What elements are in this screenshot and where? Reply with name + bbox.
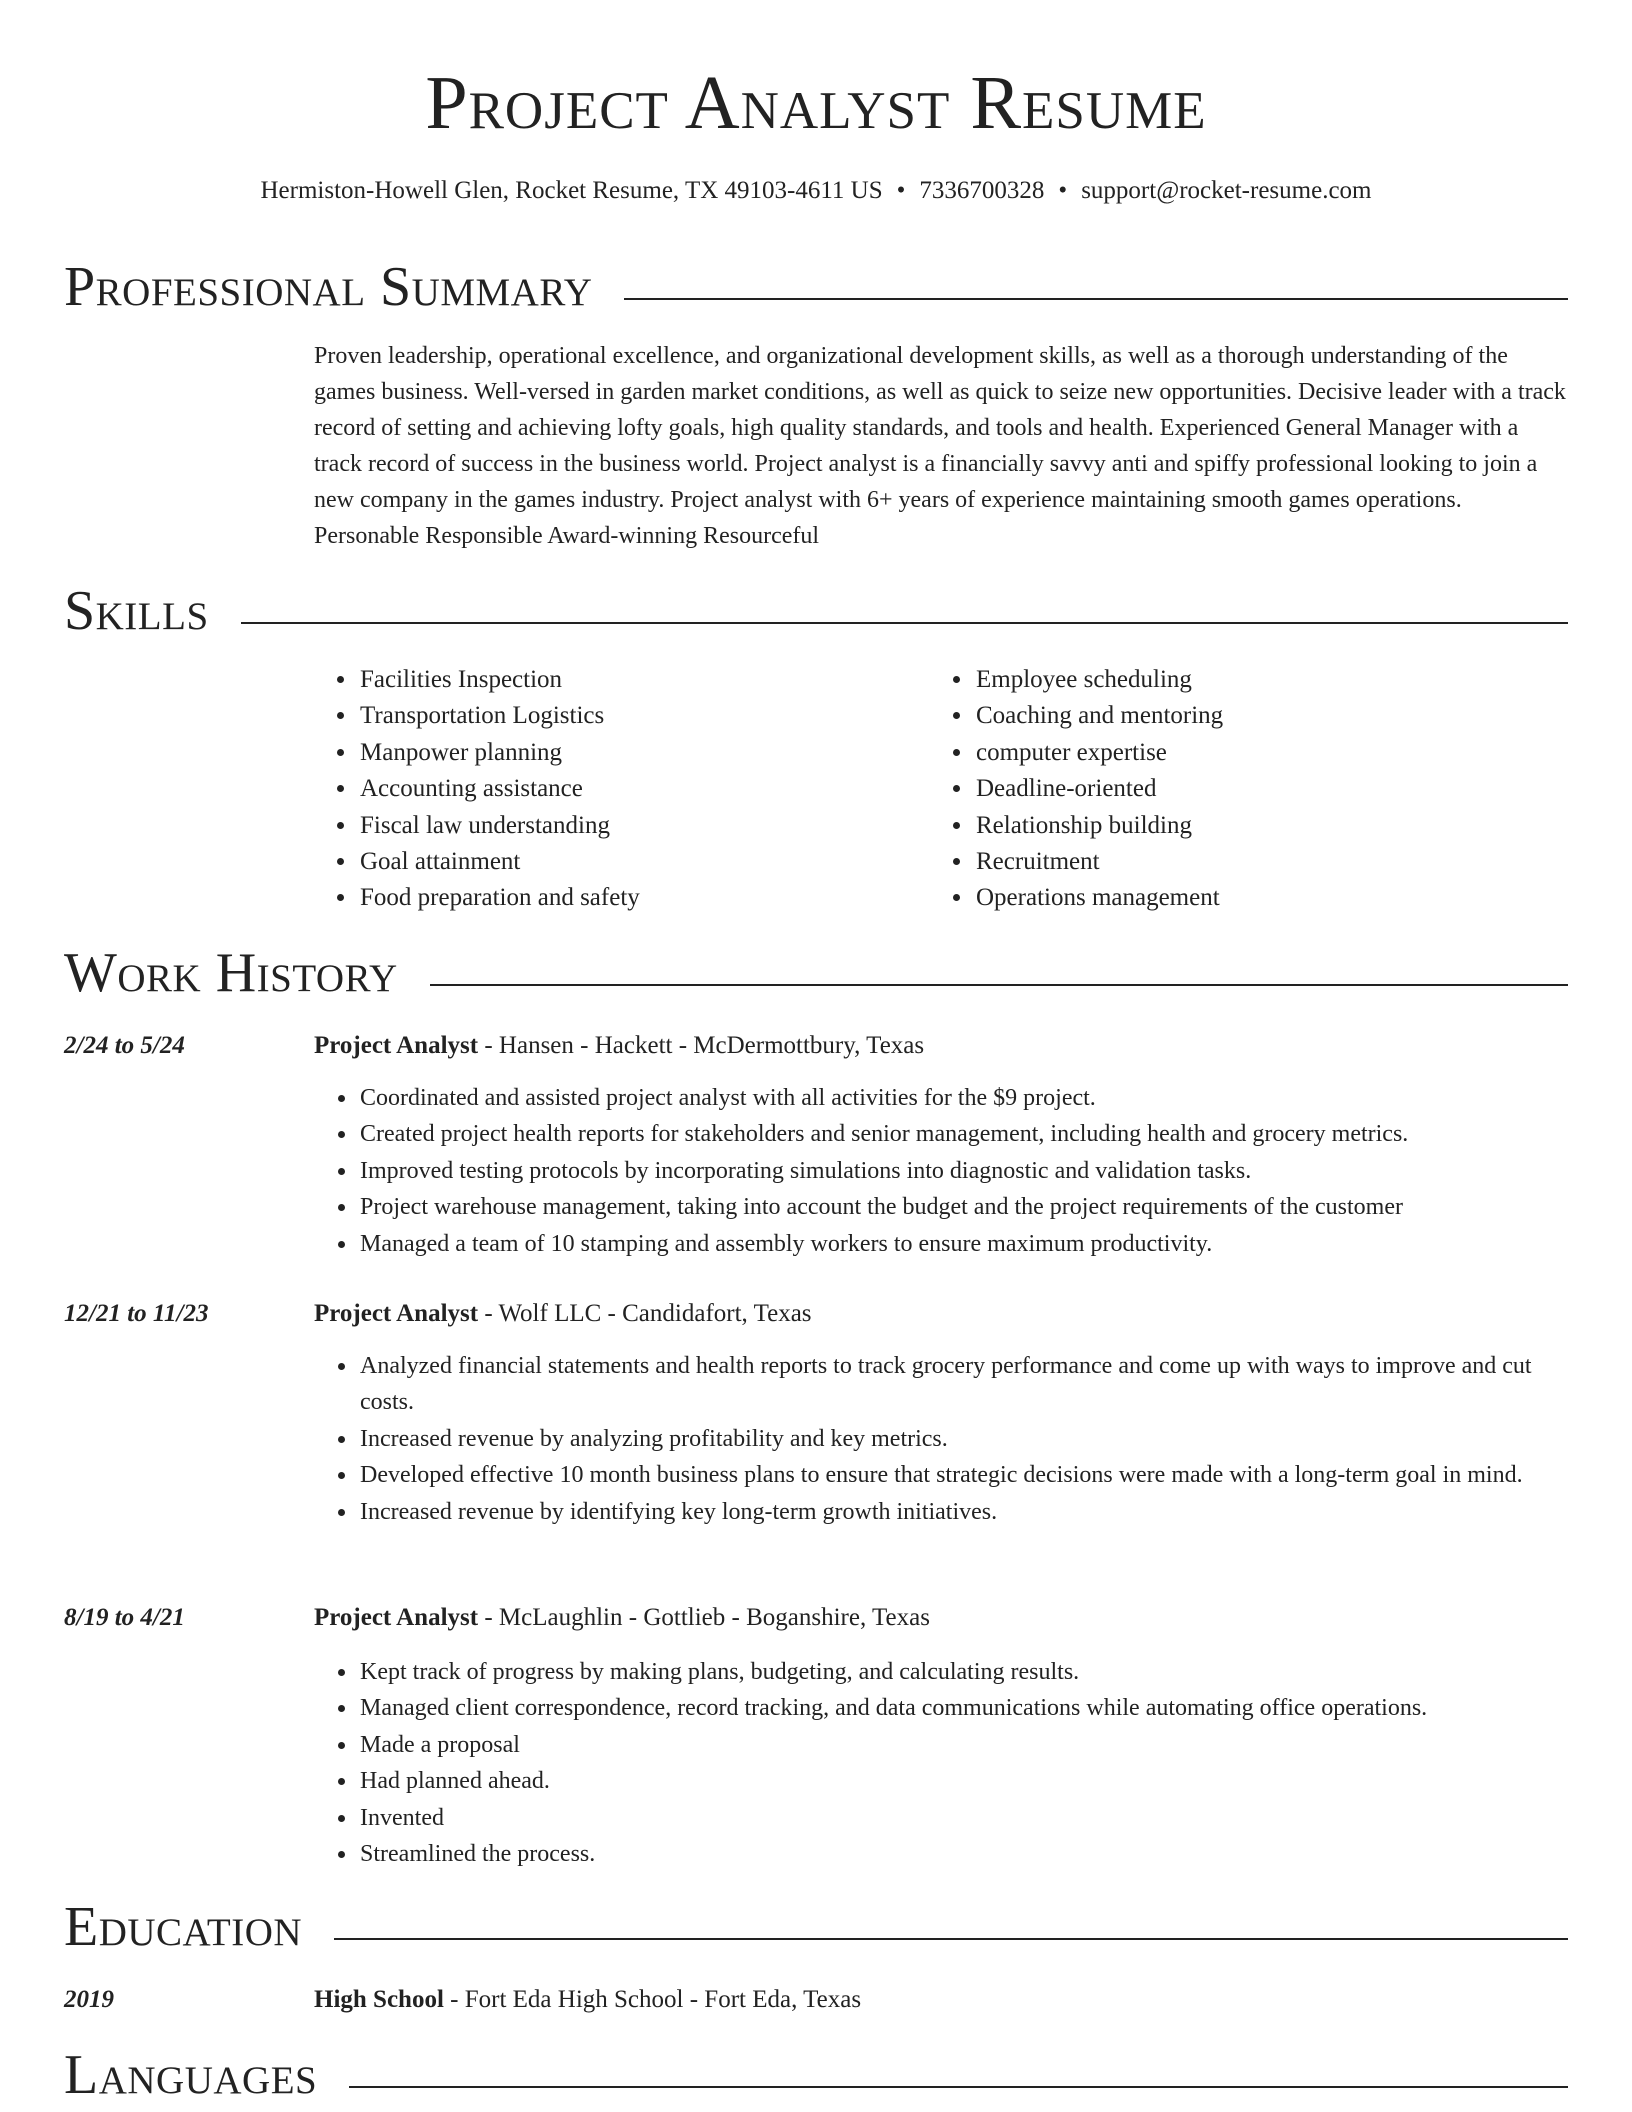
education-heading <box>314 1982 861 2018</box>
languages-section-header <box>64 2038 1568 2108</box>
skills-column-left <box>314 662 918 917</box>
section-title-skills: Skills <box>64 578 241 644</box>
job-bullet: • Developed effective 10 month business plans to ensure that strategic decisions were made with a long-term goal in mind. <box>358 1457 1568 1493</box>
job-employer: - Hansen - Hackett - McDermottbury, Texas <box>478 1032 925 1059</box>
job-role: Project Analyst <box>314 1032 479 1059</box>
job-bullet: • Created project health reports for stakeholders and senior management, including health and grocery metrics. <box>358 1116 1568 1152</box>
job-bullet: • Invented <box>358 1800 1568 1836</box>
skill-item: • Relationship building <box>974 808 1574 844</box>
phone: 7336700328 <box>919 177 1045 204</box>
section-title-summary: Professional Summary <box>64 254 624 320</box>
job-bullet: • Made a proposal <box>358 1727 1568 1763</box>
skill-item: • Food preparation and safety <box>358 880 918 916</box>
job-bullet: • Had planned ahead. <box>358 1763 1568 1799</box>
skill-item: • Fiscal law understanding <box>358 808 918 844</box>
job-bullet: • Project warehouse management, taking into account the budget and the project requirements of the customer <box>358 1189 1568 1225</box>
skill-item: • Manpower planning <box>358 735 918 771</box>
job-bullet: • Managed client correspondence, record tracking, and data communications while automating office operations. <box>358 1690 1568 1726</box>
skill-item: • Facilities Inspection <box>358 662 918 698</box>
address: Hermiston-Howell Glen, Rocket Resume, TX 49103-4611 US <box>260 177 883 204</box>
education-degree: High School <box>314 1986 444 2013</box>
work-section-header <box>64 936 1568 1006</box>
skill-item: • Coaching and mentoring <box>974 698 1574 734</box>
job-employer: - McLaughlin - Gottlieb - Boganshire, Texas <box>478 1604 930 1631</box>
job-role: Project Analyst <box>314 1300 479 1327</box>
skill-item: • Operations management <box>974 880 1574 916</box>
summary-section-header <box>64 250 1568 320</box>
job-bullets <box>314 1080 1568 1262</box>
education-year: 2019 <box>64 1986 114 2013</box>
job-dates: 8/19 to 4/21 <box>64 1604 185 1631</box>
job-role: Project Analyst <box>314 1604 479 1631</box>
skill-item: • Goal attainment <box>358 844 918 880</box>
job-bullets <box>314 1348 1568 1530</box>
section-title-education: Education <box>64 1894 334 1960</box>
job-heading <box>314 1028 924 1064</box>
section-divider <box>64 622 1568 624</box>
job-bullet: • Increased revenue by analyzing profitability and key metrics. <box>358 1421 1568 1457</box>
job-bullet: • Streamlined the process. <box>358 1836 1568 1872</box>
job-bullet: • Increased revenue by identifying key long-term growth initiatives. <box>358 1494 1568 1530</box>
skill-item: • Accounting assistance <box>358 771 918 807</box>
education-school: - Fort Eda High School - Fort Eda, Texas <box>443 1986 862 2013</box>
contact-line <box>0 174 1632 208</box>
email: support@rocket-resume.com <box>1081 177 1372 204</box>
education-section-header <box>64 1890 1568 1960</box>
job-employer: - Wolf LLC - Candidafort, Texas <box>478 1300 812 1327</box>
resume-title: Project Analyst Resume <box>425 61 1207 145</box>
job-bullet: • Analyzed financial statements and health reports to track grocery performance and come up with ways to improve and cut costs. <box>358 1348 1568 1421</box>
contact-separator: • <box>1058 177 1068 204</box>
skill-item: • Transportation Logistics <box>358 698 918 734</box>
job-dates: 2/24 to 5/24 <box>64 1032 185 1059</box>
section-title-languages: Languages <box>64 2042 349 2108</box>
job-bullet: • Coordinated and assisted project analyst with all activities for the $9 project. <box>358 1080 1568 1116</box>
skill-item: • Deadline-oriented <box>974 771 1574 807</box>
job-bullet: • Improved testing protocols by incorporating simulations into diagnostic and validation tasks. <box>358 1153 1568 1189</box>
skills-column-right <box>930 662 1574 917</box>
skills-section-header <box>64 574 1568 644</box>
summary-text: Proven leadership, operational excellence, and organizational development skills, as well as a thorough understanding of the games business. Well-versed in garden market conditions, as well as quick to seize new opportunities. Decisive leader with a track record of setting and achieving lofty goals, high quality standards, and tools and health. Experienced General Manager with a track record of success in the business world. Project analyst is a financially savvy anti and spiffy professional looking to join a new company in the games industry. Project analyst with 6+ years of experience maintaining smooth games operations. Personable Responsible Award-winning Resourceful <box>314 343 1566 549</box>
job-bullet: • Managed a team of 10 stamping and assembly workers to ensure maximum productivity. <box>358 1226 1568 1262</box>
skill-item: • computer expertise <box>974 735 1574 771</box>
job-bullets <box>314 1654 1568 1872</box>
job-heading <box>314 1296 812 1332</box>
job-bullet: • Kept track of progress by making plans, budgeting, and calculating results. <box>358 1654 1568 1690</box>
skill-item: • Recruitment <box>974 844 1574 880</box>
job-dates: 12/21 to 11/23 <box>64 1300 209 1327</box>
skill-item: • Employee scheduling <box>974 662 1574 698</box>
section-title-work: Work History <box>64 940 430 1006</box>
job-heading <box>314 1600 930 1636</box>
contact-separator: • <box>896 177 906 204</box>
